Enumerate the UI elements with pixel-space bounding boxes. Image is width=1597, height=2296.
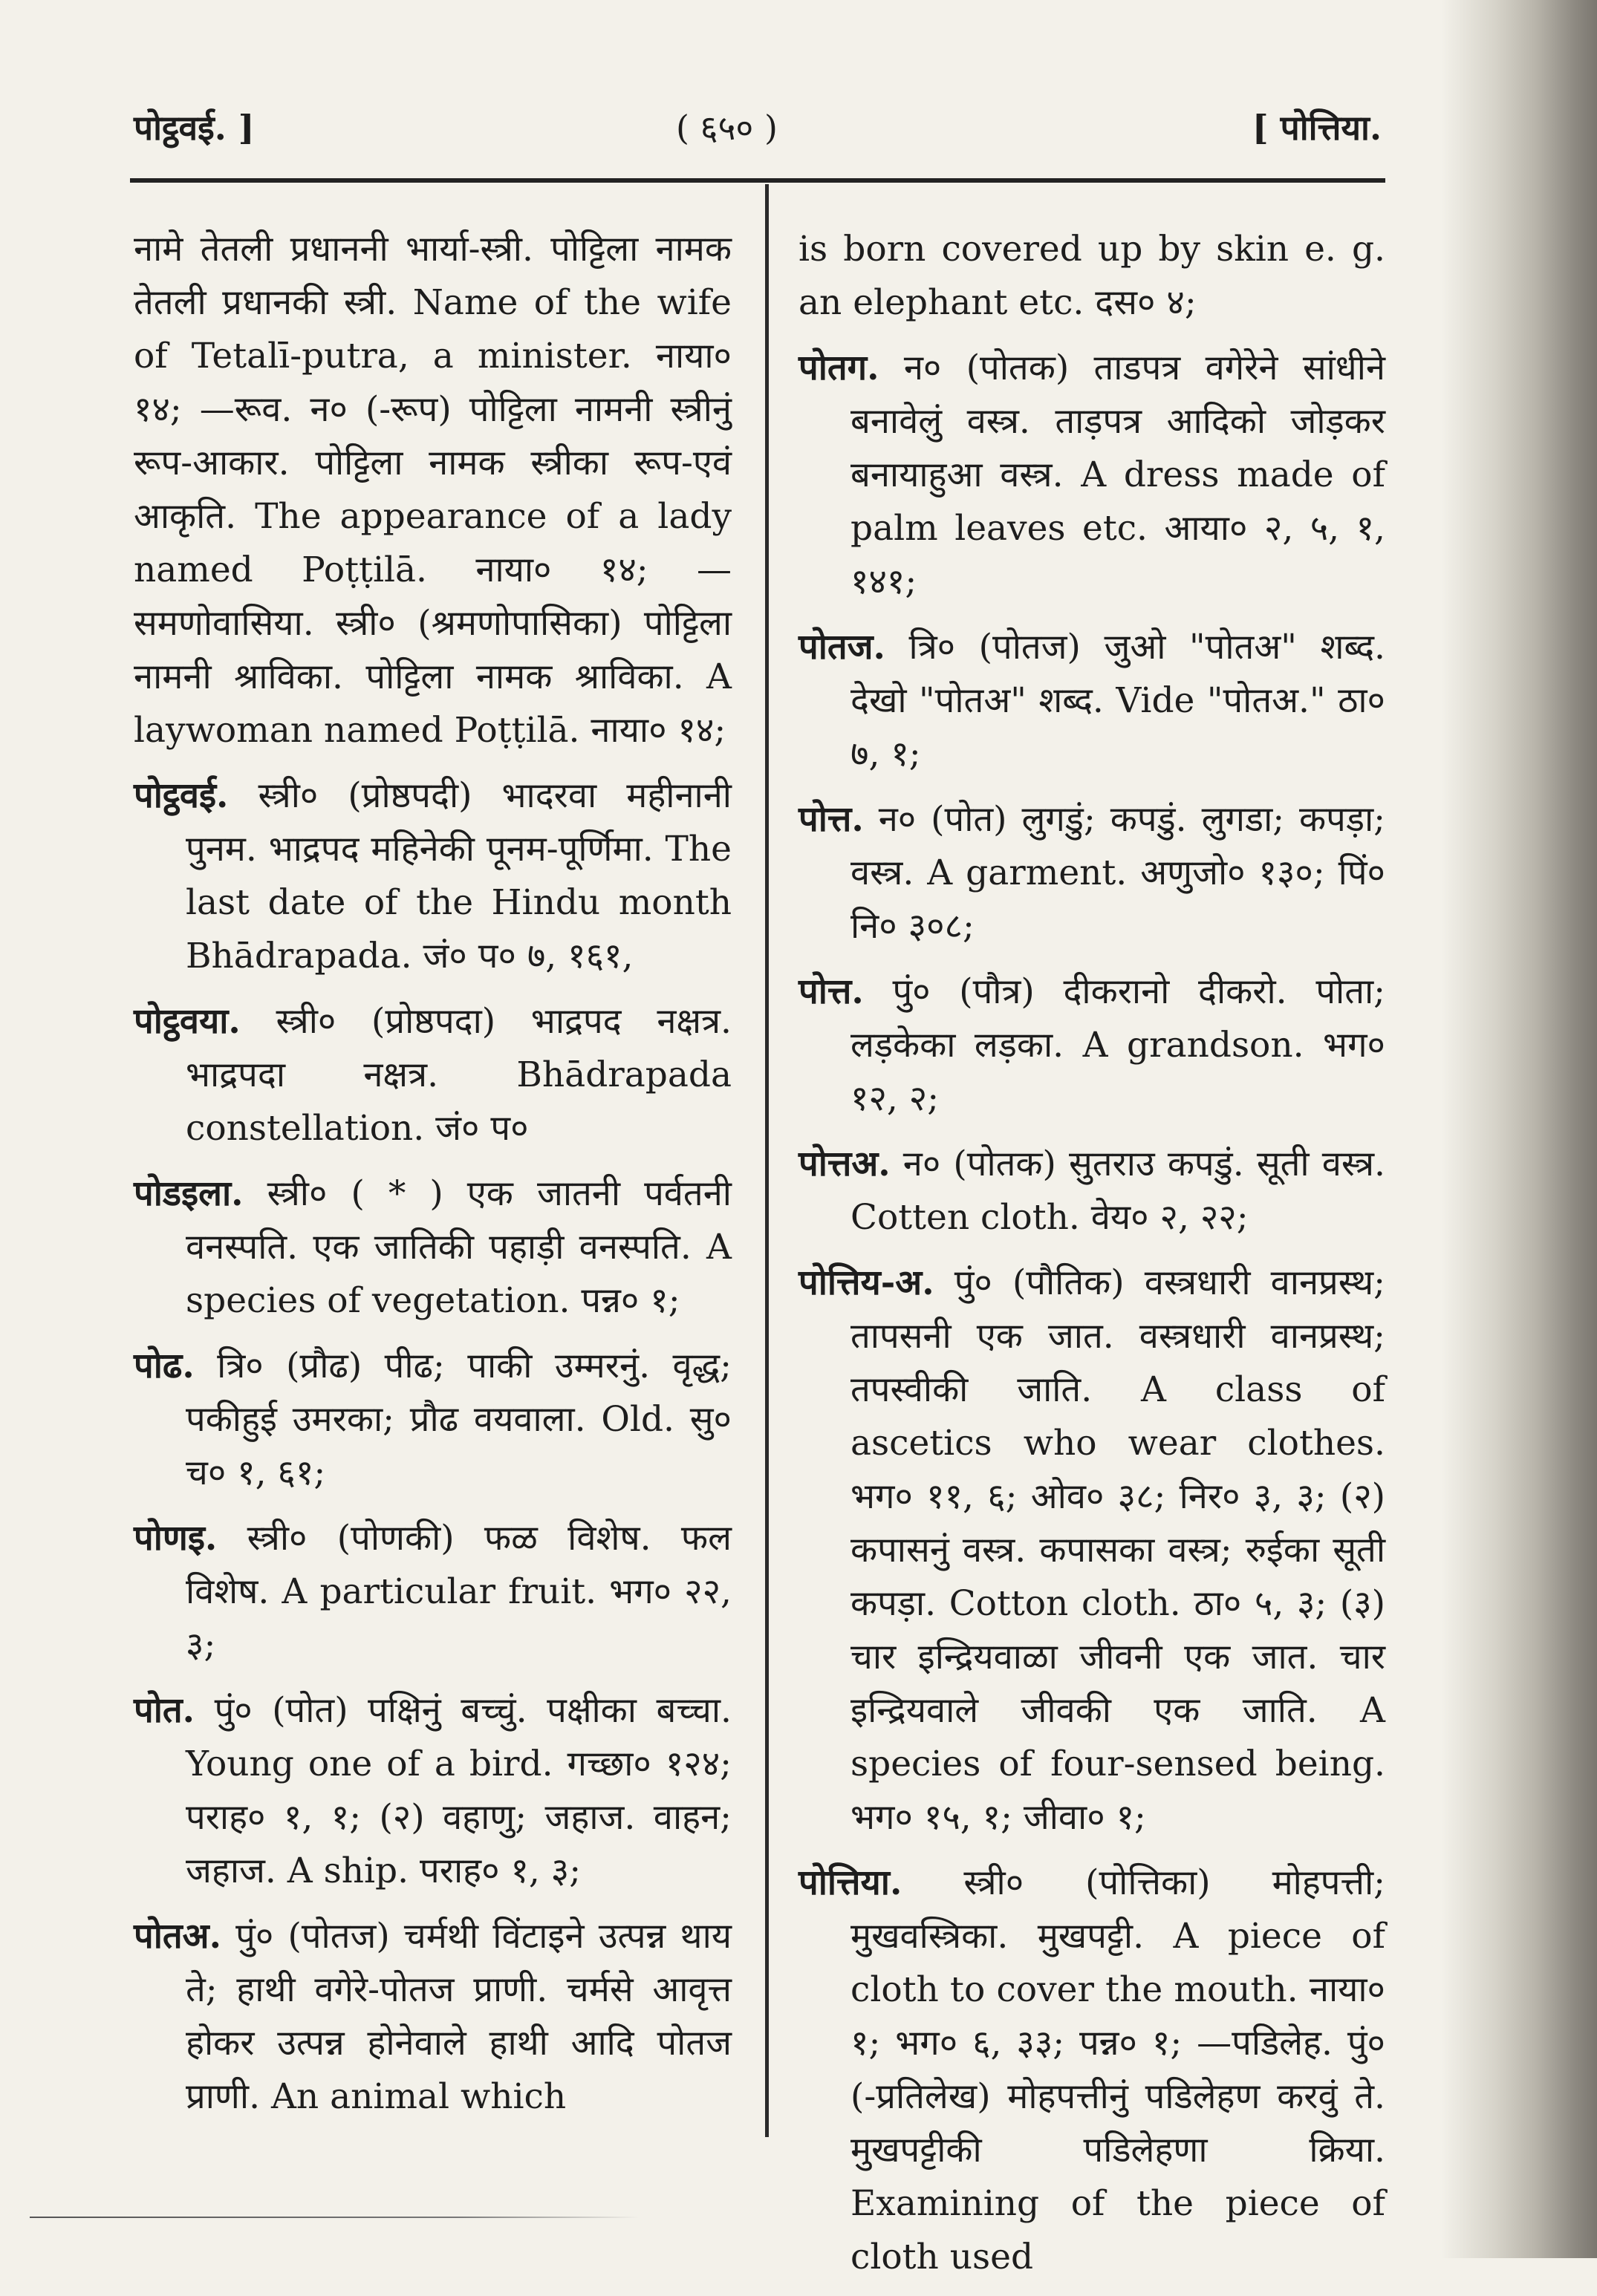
header-left-guideword: पोट्ठवई. ] bbox=[134, 108, 255, 148]
entry-body: त्रि० (पोतज) जुओ "पोतअ" शब्द. देखो "पोतअ" शब्द. Vide "पोतअ." ठा० ७, १; bbox=[850, 627, 1385, 774]
entry-body: पुं० (पोत) पक्षिनुं बच्चुं. पक्षीका बच्चा. Young one of a bird. गच्छा० १२४; पराह० १, १; (२) वहाणु; जहाज. वाहन; जहाज. A ship. पराह० १, ३; bbox=[186, 1690, 732, 1891]
dictionary-entry bbox=[798, 1138, 1385, 1245]
dictionary-entry bbox=[134, 769, 732, 983]
dictionary-entry bbox=[134, 1512, 732, 1672]
entry-body: पुं० (पौतिक) वस्त्रधारी वानप्रस्थ; तापसनी एक जात. वस्त्रधारी वानप्रस्थ; तपस्वीकी जाति. A class of ascetics who wear clothes. भग० ११, ६; ओव० ३८; निर० ३, ३; (२) कपासनुं वस्त्र. कपासका वस्त्र; रुईका सूती कपड़ा. Cotton cloth. ठा० ५, ३; (३) चार इन्द्रियवाळा जीवनी एक जात. चार इन्द्रियवाले जीवकी एक जाति. A species of four-sensed being. भग० १५, १; जीवा० १; bbox=[850, 1262, 1385, 1838]
dictionary-entry bbox=[798, 965, 1385, 1126]
entry-body: is born covered up by skin e. g. an elephant etc. दस० ४; bbox=[798, 229, 1385, 323]
dictionary-entry bbox=[134, 1340, 732, 1500]
entry-body: त्रि० (प्रौढ) पीढ; पाकी उम्मरनुं. वृद्ध; पकीहुई उमरका; प्रौढ वयवाला. Old. सु० च० १, ६१; bbox=[186, 1346, 732, 1493]
entry-headword: पोट्ठवया. bbox=[134, 1001, 241, 1042]
dictionary-entry bbox=[798, 793, 1385, 953]
dictionary-entry bbox=[798, 621, 1385, 781]
column-divider bbox=[765, 184, 769, 2137]
entry-headword: पोट्ठवई. bbox=[134, 775, 229, 816]
entry-headword: पोत्त. bbox=[798, 799, 864, 840]
entry-headword: पोडइला. bbox=[134, 1173, 244, 1214]
page-spine-shadow bbox=[1441, 0, 1597, 2258]
right-column bbox=[798, 223, 1385, 2296]
dictionary-entry bbox=[798, 1856, 1385, 2284]
dictionary-entry bbox=[134, 995, 732, 1155]
entry-body: पुं० (पोतज) चर्मथी विंटाइने उत्पन्न थाय ते; हाथी वगेरे-पोतज प्राणी. चर्मसे आवृत्त होकर उत्पन्न होनेवाले हाथी आदि पोतज प्राणी. An animal which bbox=[186, 1916, 732, 2117]
entry-body: स्त्री० (पोणकी) फळ विशेष. फल विशेष. A particular fruit. भग० २२, ३; bbox=[186, 1518, 732, 1666]
entry-body: पुं० (पौत्र) दीकरानो दीकरो. पोता; लड़केका लड़का. A grandson. भग० १२, २; bbox=[850, 971, 1385, 1119]
page-header bbox=[134, 104, 1382, 156]
entry-body: न० (पोतक) ताडपत्र वगेरेने सांधीने बनावेलुं वस्त्र. ताड़पत्र आदिको जोड़कर बनायाहुआ वस्त्र. A dress made of palm leaves etc. आया० २, ५, १, १४१; bbox=[850, 348, 1385, 602]
entry-body: न० (पोत) लुगडुं; कपडुं. लुगडा; कपड़ा; वस्त्र. A garment. अणुजो० १३०; पिं० नि० ३०८; bbox=[850, 799, 1385, 947]
entry-body: स्त्री० ( * ) एक जातनी पर्वतनी वनस्पति. एक जातिकी पहाड़ी वनस्पति. A species of vegetation. पन्न० १; bbox=[186, 1173, 732, 1321]
entry-headword: पोणइ. bbox=[134, 1518, 218, 1559]
entry-continued bbox=[798, 223, 1385, 330]
entry-headword: पोढ. bbox=[134, 1346, 195, 1386]
dictionary-entry bbox=[134, 1167, 732, 1328]
entry-body: न० (पोतक) सुतराउ कपडुं. सूती वस्त्र. Cotten cloth. वेय० २, २२; bbox=[850, 1144, 1385, 1238]
entry-headword: पोत्त. bbox=[798, 971, 864, 1012]
dictionary-entry bbox=[134, 1684, 732, 1898]
entry-headword: पोतज. bbox=[798, 627, 885, 668]
entry-body: नामे तेतली प्रधाननी भार्या-स्त्री. पोट्टिला नामक तेतली प्रधानकी स्त्री. Name of the wife of Tetalī-putra, a minister. नाया० १४; —रूव. न० (-रूप) पोट्टिला नामनी स्त्रीनुं रूप-आकार. पोट्टिला नामक स्त्रीका रूप-एवं आकृति. The appearance of a lady named Poṭṭilā. नाया० १४; —समणोवासिया. स्त्री० (श्रमणोपासिका) पोट्टिला नामनी श्राविका. पोट्टिला नामक श्राविका. A laywoman named Poṭṭilā. नाया० १४; bbox=[134, 229, 732, 751]
page-number: ( ६५० ) bbox=[676, 108, 778, 148]
header-rule bbox=[130, 178, 1385, 183]
entry-headword: पोत्तिय-अ. bbox=[798, 1262, 934, 1303]
entry-continued bbox=[134, 223, 732, 757]
entry-body: स्त्री० (पोत्तिका) मोहपत्ती; मुखवस्त्रिका. मुखपट्टी. A piece of cloth to cover the mouth. नाया० १; भग० ६, ३३; पन्न० १; —पडिलेह. पुं० (-प्रतिलेख) मोहपत्तीनुं पडिलेहण करवुं ते. मुखपट्टीकी पडिलेहणा क्रिया. Examining of the piece of cloth used bbox=[850, 1862, 1385, 2277]
entry-body: स्त्री० (प्रोष्ठपदी) भादरवा महीनानी पुनम. भाद्रपद महिनेकी पूनम-पूर्णिमा. The last date of the Hindu month Bhādrapada. जं० प० ७, १६१, bbox=[186, 775, 732, 976]
bottom-rule bbox=[30, 2217, 639, 2218]
left-column bbox=[134, 223, 732, 2136]
dictionary-entry bbox=[798, 342, 1385, 609]
entry-body: स्त्री० (प्रोष्ठपदा) भाद्रपद नक्षत्र. भाद्रपदा नक्षत्र. Bhādrapada constellation. जं० प० bbox=[186, 1001, 732, 1149]
entry-headword: पोतग. bbox=[798, 348, 879, 388]
entry-headword: पोतअ. bbox=[134, 1916, 221, 1957]
dictionary-entry bbox=[134, 1910, 732, 2124]
entry-headword: पोत्तअ. bbox=[798, 1144, 891, 1184]
dictionary-entry bbox=[798, 1256, 1385, 1845]
entry-headword: पोत. bbox=[134, 1690, 195, 1731]
header-right-guideword: [ पोत्तिया. bbox=[1252, 108, 1382, 148]
entry-headword: पोत्तिया. bbox=[798, 1862, 902, 1903]
